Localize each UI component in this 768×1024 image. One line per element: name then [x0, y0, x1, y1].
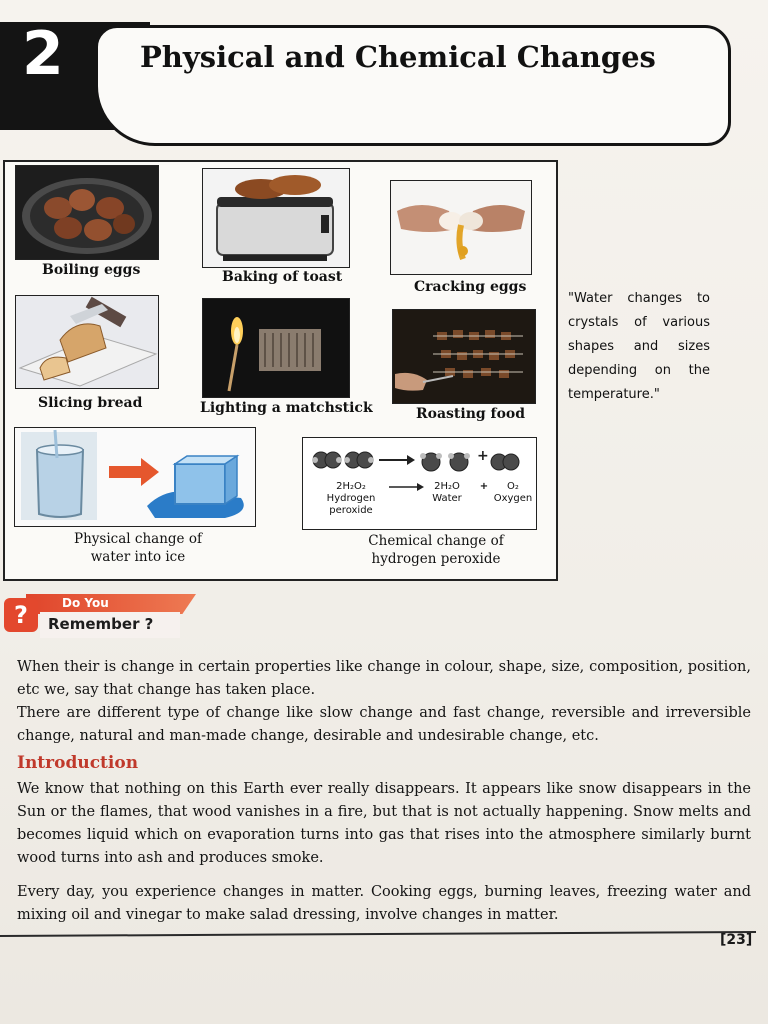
- figure-caption: Slicing bread: [38, 395, 143, 411]
- chemical-change-caption-line1: Chemical change of: [368, 533, 504, 549]
- figure-caption: Boiling eggs: [42, 262, 141, 278]
- paragraph-types-of-change: There are different type of change like slow change and fast change, reversible and irreversible change, natural and man-made change, desirable and undesirable change, etc.: [17, 705, 751, 744]
- plus-sign: +: [479, 481, 489, 492]
- question-mark-icon: ?: [4, 598, 38, 632]
- chapter-title: Physical and Chemical Changes: [140, 40, 656, 74]
- introduction-heading: Introduction: [17, 753, 139, 773]
- figure-caption: Baking of toast: [222, 269, 343, 285]
- product-oxygen-formula: O₂: [507, 481, 519, 492]
- do-you-remember-line2: Remember ?: [48, 615, 154, 633]
- figure-caption: Roasting food: [416, 406, 526, 422]
- paragraph-change-definition: When their is change in certain properties like change in colour, shape, size, composition, position, etc we, say that change has taken place.: [17, 659, 751, 698]
- product-water-formula: 2H₂O: [434, 481, 460, 492]
- boiling-eggs-photo: [15, 165, 159, 260]
- matchstick-photo: [202, 298, 350, 398]
- chapter-number: 2: [22, 19, 64, 89]
- product-water-name: Water: [432, 493, 462, 504]
- water-into-ice-illustration: [14, 427, 256, 527]
- physical-change-caption: [58, 530, 218, 566]
- product-oxygen-name: Oxygen: [493, 493, 533, 504]
- roasting-food-photo: [392, 309, 536, 404]
- physical-change-caption-line1: Physical change of: [74, 531, 202, 547]
- reactant-name-line2: peroxide: [329, 505, 373, 516]
- do-you-remember-ribbon: [26, 594, 196, 614]
- page-number: [23]: [720, 932, 753, 948]
- cracking-egg-photo: [390, 180, 532, 275]
- toaster-photo: [202, 168, 350, 268]
- physical-change-caption-line2: water into ice: [90, 549, 186, 565]
- reactant-formula: 2H₂O₂: [336, 481, 366, 492]
- side-quote: "Water changes to crystals of various shapes and sizes depending on the temperature.": [568, 291, 710, 402]
- figure-caption: Lighting a matchstick: [200, 400, 373, 416]
- hydrogen-peroxide-illustration: [302, 437, 537, 530]
- paragraph-introduction: We know that nothing on this Earth ever really disappears. It appears like snow disappears in the Sun or the flames, that wood vanishes in a fire, but that is not actually happening. Snow melts and becomes liquid which on evaporation turns into gas that rises into the atmosphere similarly burnt wood turns into ash and produces smoke.: [17, 781, 751, 866]
- chemical-change-caption: [356, 532, 516, 568]
- svg-text:+: +: [477, 448, 489, 464]
- reactant-name-line1: Hydrogen: [326, 493, 376, 504]
- chemical-change-caption-line2: hydrogen peroxide: [371, 551, 501, 567]
- figure-caption: Cracking eggs: [414, 279, 527, 295]
- bread-slicing-photo: [15, 295, 159, 389]
- do-you-remember-line1: Do You: [62, 596, 109, 610]
- paragraph-everyday-changes: Every day, you experience changes in matter. Cooking eggs, burning leaves, freezing water and mixing oil and vinegar to make salad dressing, involve changes in matter.: [17, 884, 751, 923]
